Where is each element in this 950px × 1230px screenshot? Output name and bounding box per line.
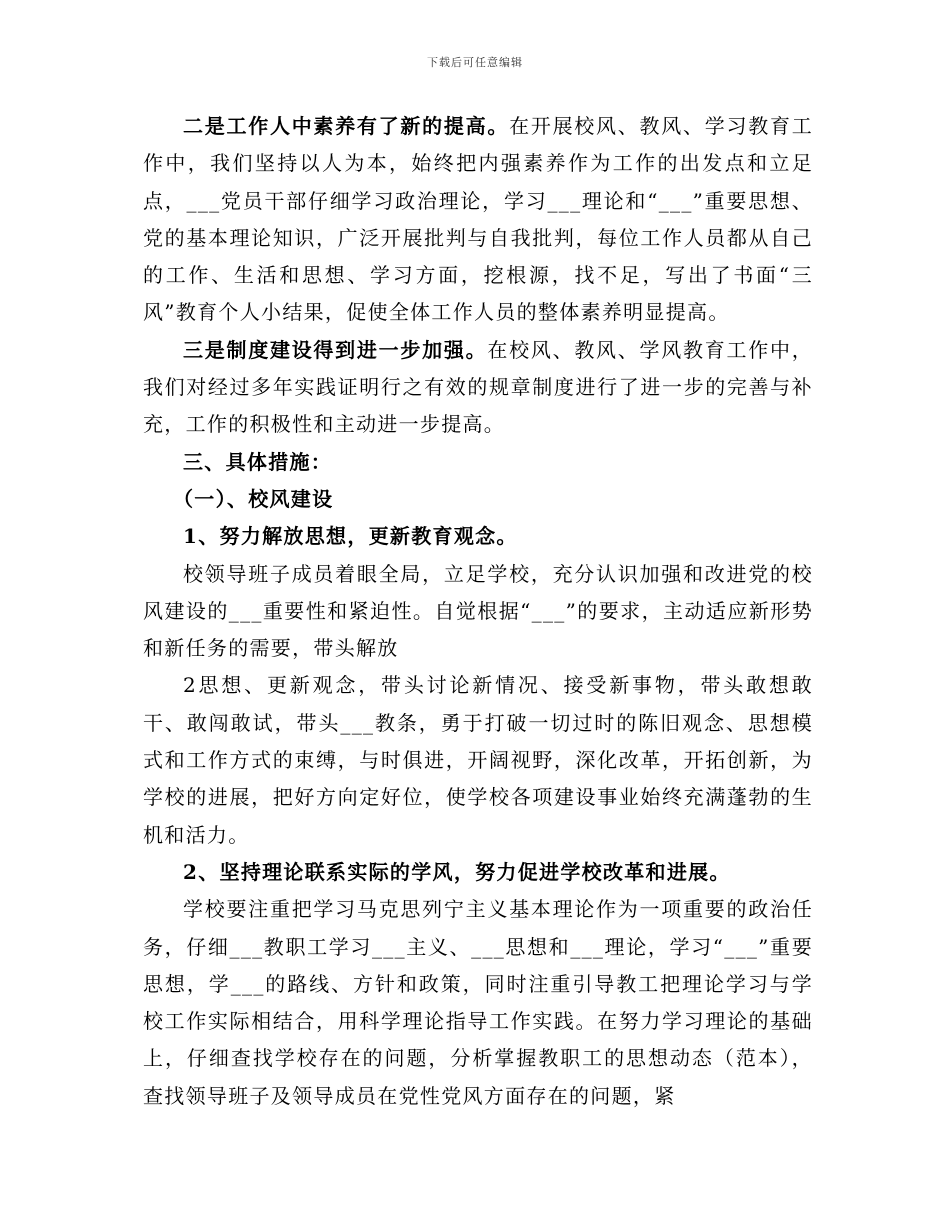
page-header: 下载后可任意编辑: [427, 56, 523, 69]
paragraph-text: 在开展校风、教风、学习教育工作中，我们坚持以人为本，始终把内强素养作为工作的出发点和立足点，___党员干部仔细学习政治理论，学习___理论和“___”重要思想、党的基本理论知识，广泛开展批判与自我批判，每位工作人员都从自己的工作、生活和思想、学习方面，挖根源，找不足，写出了书面“三风”教育个人小结果，促使全体工作人员的整体素养明显提高。: [143, 114, 814, 325]
paragraph-study-theory: 学校要注重把学习马克思列宁主义基本理论作为一项重要的政治任务，仔细___教职工学习___主义、___思想和___理论，学习“___”重要思想，学___的路线、方针和政策，同时注重引导教工把理论学习与学校工作实际相结合，用科学理论指导工作实践。在努力学习理论的基础上，仔细查找学校存在的问题，分析掌握教职工的思想动态（范本），查找领导班子及领导成员在党性党风方面存在的问题，紧: [143, 897, 813, 1108]
paragraph-system-building: [143, 332, 813, 444]
paragraph-lead: 二是工作人中素养有了新的提高。: [183, 114, 510, 138]
paragraph-text: 在校风、教风、学风教育工作中，我们对经过多年实践证明行之有效的规章制度进行了进一步的完善与补充，工作的积极性和主动进一步提高。: [143, 337, 814, 437]
paragraph-leadership: 校领导班子成员着眼全局，立足学校，充分认识加强和改进党的校风建设的___重要性和紧迫性。自觉根据“___”的要求，主动适应新形势和新任务的需要，带头解放: [143, 561, 813, 661]
heading-theory-practice: 2、坚持理论联系实际的学风，努力促进学校改革和进展。: [183, 859, 731, 884]
document-body: [143, 108, 813, 1115]
heading-specific-measures: 三、具体措施：: [183, 449, 333, 474]
paragraph-update-concepts: 2思想、更新观念，带头讨论新情况、接受新事物，带头敢想敢干、敢闯敢试，带头___教条，勇于打破一切过时的陈旧观念、思想模式和工作方式的束缚，与时俱进，开阔视野，深化改革，开拓创新，为学校的进展，把好方向定好位，使学校各项建设事业始终充满蓬勃的生机和活力。: [143, 673, 813, 847]
paragraph-quality-improvement: [143, 108, 813, 332]
heading-liberate-thinking: 1、努力解放思想，更新教育观念。: [183, 524, 518, 549]
paragraph-lead: 三是制度建设得到进一步加强。: [183, 337, 488, 362]
heading-school-spirit: （一）、校风建设: [173, 486, 334, 511]
